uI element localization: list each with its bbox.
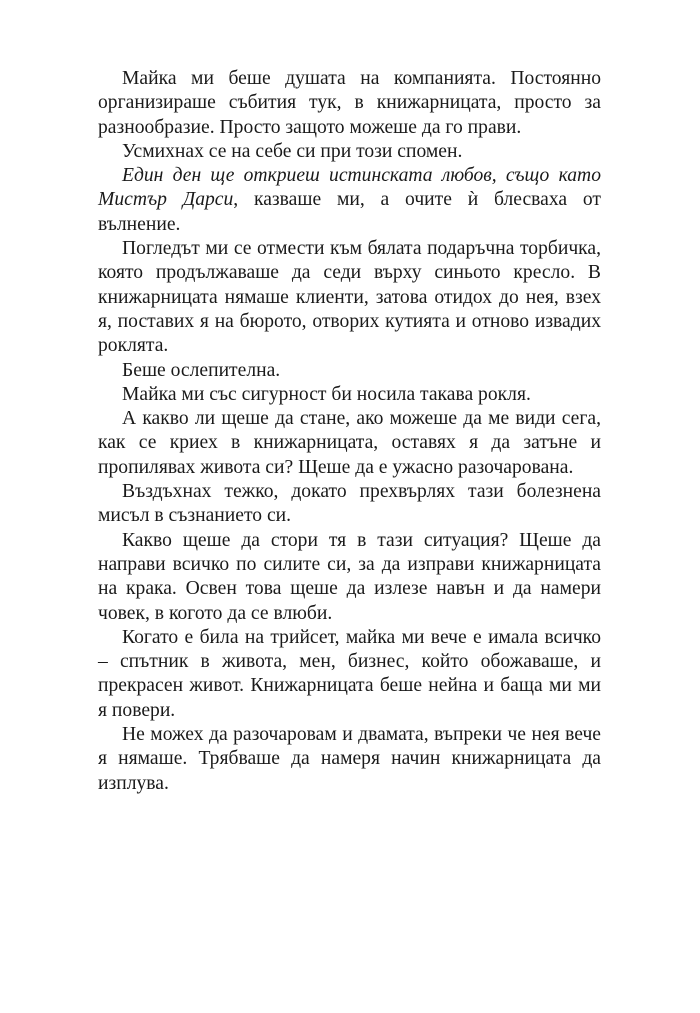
- body-text: [98, 67, 601, 796]
- paragraph-3-text: , казваше ми, а очите ѝ блесваха от вълнение.: [98, 189, 601, 235]
- paragraph-5: [98, 359, 601, 383]
- paragraph-2: [98, 140, 601, 164]
- paragraph-10-text: Когато е била на трийсет, майка ми вече е имала всичко – спътник в живота, мен, бизнес, който обожаваше, и прекрасен живот. Книжарницата беше нейна и баща ми ми я повери.: [98, 626, 601, 721]
- paragraph-3-italic-quote: Един ден ще откриеш истинската любов, също като Мистър Дарси: [98, 165, 601, 211]
- paragraph-4-text: Погледът ми се отмести към бялата подаръчна торбичка, която продължаваше да седи върху синьото кресло. В книжарницата нямаше клиенти, затова отидох до нея, взех я, поставих я на бюрото, отворих кутията и отново извадих роклята.: [98, 238, 601, 357]
- paragraph-7-text: А какво ли щеше да стане, ако можеше да ме види сега, как се криех в книжарницата, оставях я да затъне и пропилявах живота си? Щеше да е ужасно разочарована.: [98, 408, 601, 478]
- paragraph-1: [98, 67, 601, 140]
- paragraph-9-text: Какво щеше да стори тя в тази ситуация? Щеше да направи всичко по силите си, за да изправи книжарницата на крака. Освен това щеше да излезе навън и да намери човек, в когото да се влюби.: [98, 529, 601, 624]
- paragraph-9: [98, 529, 601, 626]
- paragraph-7: [98, 407, 601, 480]
- paragraph-10: [98, 626, 601, 723]
- paragraph-6-text: Майка ми със сигурност би носила такава рокля.: [122, 383, 531, 405]
- paragraph-8: [98, 480, 601, 529]
- paragraph-11-text: Не можех да разочаровам и двамата, въпреки че нея вече я нямаше. Трябваше да намеря начин книжарницата да изплува.: [98, 724, 601, 794]
- paragraph-2-text: Усмихнах се на себе си при този спомен.: [122, 140, 463, 162]
- paragraph-6: [98, 383, 601, 407]
- paragraph-8-text: Въздъхнах тежко, докато прехвърлях тази болезнена мисъл в съзнанието си.: [98, 481, 601, 527]
- paragraph-11: [98, 723, 601, 796]
- paragraph-5-text: Беше ослепителна.: [122, 359, 281, 381]
- paragraph-4: [98, 237, 601, 358]
- paragraph-1-text: Майка ми беше душата на компанията. Постоянно организираше събития тук, в книжарницата, просто за разнообразие. Просто защото можеше да го прави.: [98, 68, 601, 138]
- paragraph-3: [98, 164, 601, 237]
